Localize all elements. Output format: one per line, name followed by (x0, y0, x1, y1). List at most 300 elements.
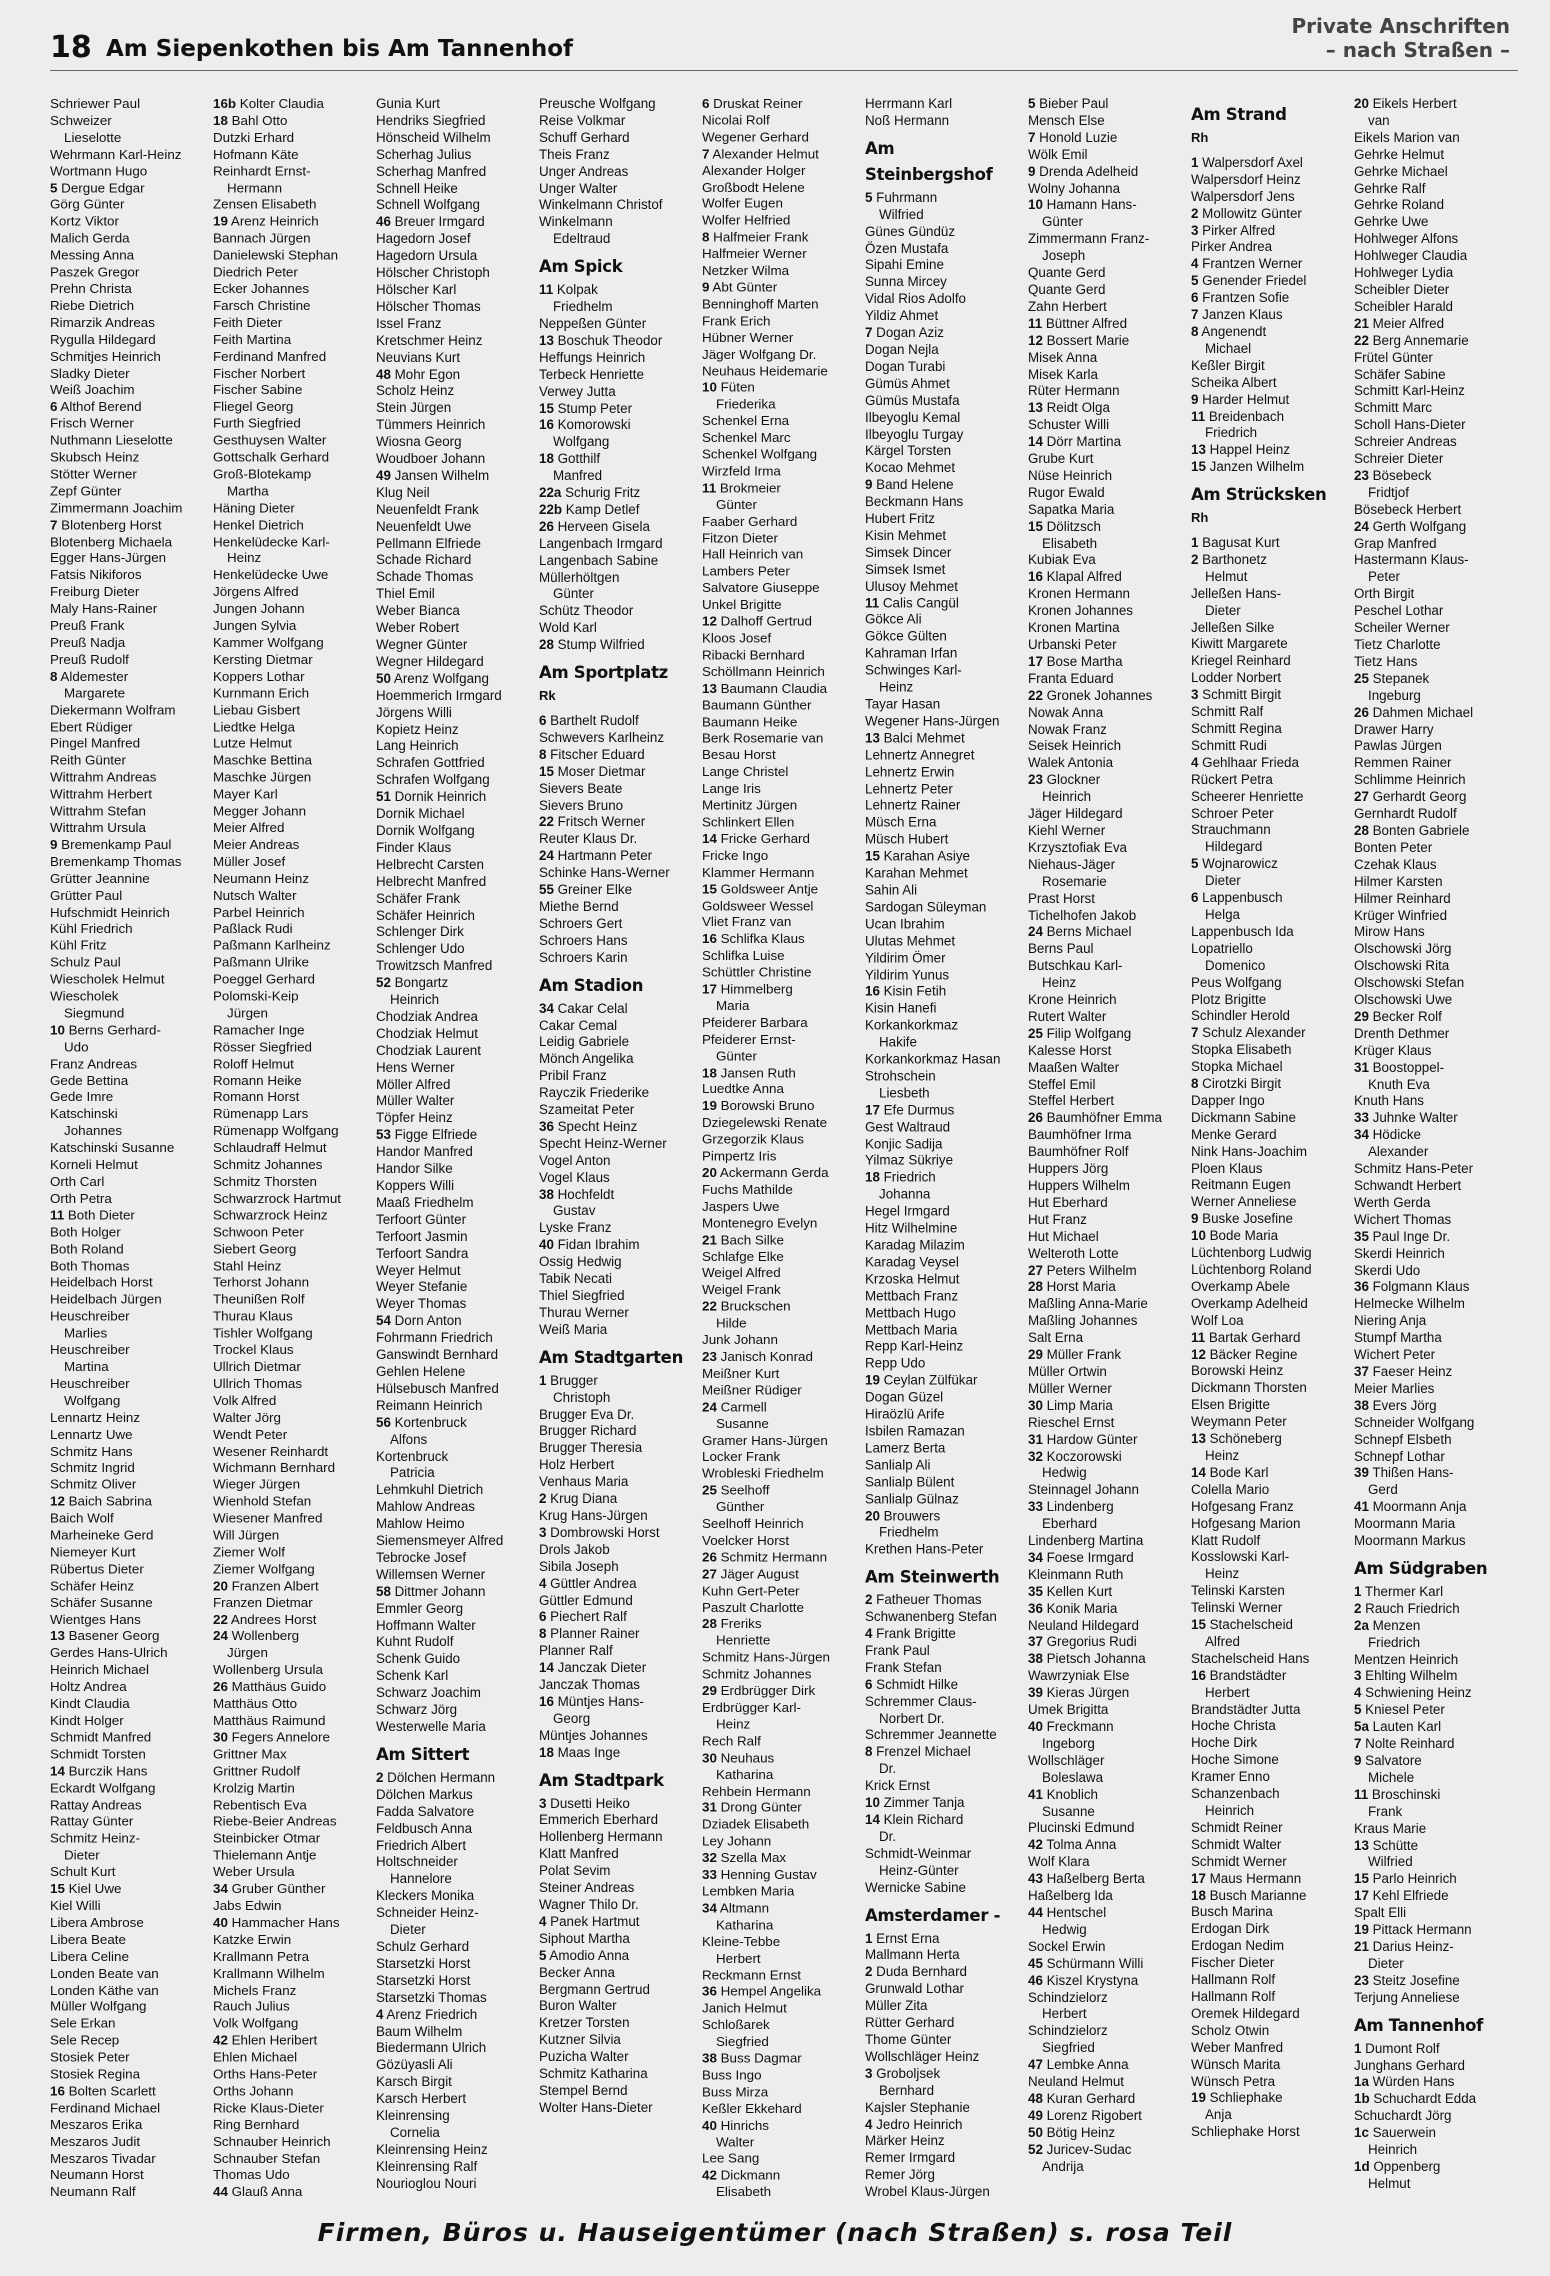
house-number: 42 (1028, 1837, 1043, 1853)
directory-entry: Steinnagel Johann (1028, 1482, 1139, 1498)
directory-entry: Schmidt-Weinmar (865, 1845, 972, 1861)
directory-entry: Schmitz Heinz- (50, 1830, 141, 1846)
directory-entry: 9 Abt Günter (702, 279, 778, 295)
directory-entry: Buss Mirza (702, 2084, 769, 2100)
directory-entry: Rattay Andreas (50, 1797, 142, 1812)
directory-entry: 34 Foese Irmgard (1028, 1549, 1134, 1565)
directory-entry: Ullrich Dietmar (213, 1359, 301, 1375)
directory-entry: Norbert Dr. (879, 1710, 945, 1726)
directory-entry: Müller Ortwin (1028, 1363, 1107, 1379)
house-number: 7 (50, 517, 58, 532)
directory-entry: Stachelscheid Hans (1191, 1650, 1310, 1666)
directory-entry: Steffel Emil (1028, 1076, 1096, 1092)
directory-entry: Meszaros Tivadar (50, 2150, 156, 2166)
directory-entry: Jelleßen Silke (1191, 619, 1275, 635)
directory-entry: 55 Greiner Elke (539, 882, 633, 898)
directory-entry: 31 Drong Günter (702, 1800, 802, 1816)
directory-entry: Friedrich (1368, 1634, 1421, 1650)
directory-entry: Rattay Günter (50, 1813, 134, 1829)
directory-entry: Gümüs Ahmet (865, 375, 950, 391)
directory-entry: 11 Calis Cangül (865, 595, 959, 611)
directory-entry: 35 Paul Inge Dr. (1354, 1228, 1451, 1244)
directory-entry: Janich Helmut (702, 2000, 787, 2016)
directory-entry: Helbrecht Carsten (376, 856, 484, 872)
directory-entry: 42 Tolma Anna (1028, 1837, 1117, 1853)
directory-entry: 54 Dorn Anton (376, 1313, 462, 1329)
directory-entry: Katzke Erwin (213, 1931, 292, 1947)
directory-entry: Wegner Hildegard (376, 653, 484, 669)
directory-entry: Hönscheid Wilhelm (376, 129, 491, 145)
house-number: 19 (1354, 1922, 1369, 1938)
directory-entry: Moormann Maria (1354, 1516, 1456, 1532)
directory-entry: 50 Bötig Heinz (1028, 2124, 1116, 2140)
directory-entry: Walek Antonia (1028, 755, 1114, 771)
directory-entry: Dieter (1368, 1955, 1404, 1971)
directory-entry: Schnepf Elsbeth (1354, 1431, 1452, 1447)
directory-entry: Zepf Günter (50, 483, 122, 499)
house-number: 26 (213, 1679, 228, 1695)
house-number: 14 (1028, 434, 1043, 450)
directory-entry: Dornik Wolfgang (376, 822, 475, 838)
directory-entry: Lindenberg Martina (1028, 1533, 1144, 1549)
directory-entry: Schmitt Rudi (1191, 737, 1267, 753)
directory-entry: Roloff Helmut (213, 1055, 294, 1071)
house-number: 49 (1028, 2107, 1043, 2123)
directory-entry: Schenkel Erna (702, 413, 790, 429)
directory-entry: Dieter (390, 1922, 426, 1938)
house-number: 48 (376, 366, 391, 382)
directory-entry: 27 Jäger August (702, 1566, 799, 1582)
directory-entry: Jürgen (227, 1645, 268, 1661)
directory-entry: Erdogan Dirk (1191, 1921, 1270, 1937)
house-number: 23 (1354, 467, 1369, 483)
directory-entry: Junghans Gerhard (1354, 2057, 1465, 2073)
directory-entry: Sockel Erwin (1028, 1938, 1106, 1954)
house-number: 32 (702, 1850, 717, 1866)
house-number: 32 (1028, 1448, 1043, 1464)
directory-entry: Hallmann Rolf (1191, 1972, 1276, 1988)
directory-entry: Wünsch Marita (1191, 2056, 1281, 2072)
directory-entry: Schmitz Hans-Jürgen (702, 1649, 831, 1665)
house-number: 15 (539, 400, 554, 416)
directory-entry: 17 Himmelberg (702, 981, 793, 997)
directory-entry: Ingeborg (1042, 1735, 1095, 1751)
directory-entry: Terjung Anneliese (1354, 1989, 1460, 2005)
directory-entry: Maschke Bettina (213, 752, 312, 768)
directory-entry: Winkelmann Christof (539, 197, 663, 213)
directory-entry: 12 Dalhoff Gertrud (702, 613, 812, 629)
directory-entry: Tishler Wolfgang (213, 1325, 313, 1341)
directory-entry: 33 Juhnke Walter (1354, 1110, 1458, 1126)
directory-entry: Reise Volkmar (539, 112, 626, 128)
directory-entry: Lang Heinrich (376, 738, 459, 754)
directory-entry: Krolzig Martin (213, 1780, 295, 1796)
directory-entry: 4 Jedro Heinrich (865, 2116, 963, 2132)
directory-entry: Szameitat Peter (539, 1102, 635, 1118)
district-code: Rh (1191, 130, 1209, 145)
directory-entry: Remmen Rainer (1354, 755, 1452, 771)
directory-entry: Schnauber Heinrich (213, 2133, 331, 2149)
house-number: 16 (865, 983, 880, 999)
directory-entry: 44 Glauß Anna (213, 2184, 303, 2200)
house-number: 17 (1028, 653, 1043, 669)
directory-entry: Venhaus Maria (539, 1474, 629, 1490)
directory-entry: Ilbeyoglu Kemal (865, 409, 961, 425)
directory-entry: Paszult Charlotte (702, 1599, 804, 1615)
directory-entry: Sievers Beate (539, 780, 623, 796)
directory-entry: 43 Haßelberg Berta (1028, 1871, 1145, 1887)
house-number: 11 (702, 480, 717, 496)
directory-entry: Herbert (1205, 1684, 1250, 1700)
directory-entry: Sele Erkan (50, 2015, 116, 2031)
directory-entry: Unkel Brigitte (702, 597, 782, 613)
directory-entry: Dieter (1205, 602, 1241, 618)
directory-entry: Halfmeier Werner (702, 246, 807, 262)
directory-entry: 10 Hamann Hans- (1028, 197, 1137, 213)
directory-entry: Ferdinand Manfred (213, 348, 327, 364)
directory-entry: Schwevers Karlheinz (539, 729, 665, 745)
directory-entry: 3 Dusetti Heiko (539, 1795, 630, 1811)
directory-entry: Neuland Hildegard (1028, 1617, 1139, 1633)
directory-column (539, 96, 702, 2196)
directory-entry: Sievers Bruno (539, 797, 624, 813)
directory-entry: Mirow Hans (1354, 924, 1425, 940)
directory-entry: Sanlialp Bülent (865, 1473, 955, 1489)
directory-entry: Rümenapp Lars (213, 1106, 309, 1122)
directory-entry: Ley Johann (702, 1833, 772, 1849)
directory-entry: Besau Horst (702, 747, 776, 763)
directory-entry: Bergmann Gertrud (539, 1981, 650, 1997)
directory-entry: Goldsweer Wessel (702, 898, 814, 913)
directory-entry: Wegner Günter (376, 637, 468, 652)
directory-entry: 16 Müntjes Hans- (539, 1693, 644, 1709)
directory-entry: Grap Manfred (1354, 535, 1437, 551)
directory-entry: Heinrich (1205, 1803, 1255, 1818)
directory-entry: Schindler Herold (1191, 1008, 1290, 1024)
directory-entry: 18 Jansen Ruth (702, 1065, 796, 1080)
directory-entry: Paßmann Ulrike (213, 954, 309, 970)
house-number: 16 (1028, 569, 1043, 585)
directory-entry: 13 Balci Mehmet (865, 730, 965, 746)
directory-entry: 16 Komorowski (539, 417, 631, 433)
directory-entry: Ucan Ibrahim (865, 916, 945, 932)
directory-entry: Ziemer Wolfgang (213, 1561, 315, 1577)
directory-entry: Thomas Udo (213, 2167, 290, 2183)
directory-entry: Kühl Fritz (50, 938, 107, 954)
directory-entry: 3 Dombrowski Horst (539, 1524, 660, 1540)
directory-entry: 19 Ceylan Zülfükar (865, 1372, 978, 1388)
house-number: 41 (1354, 1499, 1369, 1515)
directory-entry: Wittrahm Herbert (50, 786, 152, 802)
directory-entry: Schnell Heike (376, 180, 458, 196)
directory-entry: Wegener Hans-Jürgen (865, 713, 1000, 729)
directory-entry: Siegmund (64, 1005, 125, 1021)
directory-entry: Maaßen Walter (1028, 1059, 1120, 1075)
directory-entry: Terhorst Johann (213, 1274, 310, 1290)
house-number: 11 (1191, 408, 1206, 424)
house-number: 6 (539, 1609, 547, 1625)
directory-entry: Wollschläger Heinz (865, 2048, 980, 2064)
directory-entry: Holtz Andrea (50, 1679, 127, 1695)
directory-entry: Helga (1205, 906, 1240, 922)
directory-entry: 38 Evers Jörg (1354, 1397, 1437, 1413)
directory-entry: Wollenberg Ursula (213, 1662, 323, 1678)
directory-entry: Lange Christel (702, 764, 789, 780)
directory-entry: Oremek Hildegard (1191, 2005, 1300, 2021)
directory-entry: 48 Mohr Egon (376, 366, 461, 382)
directory-entry: Rygulla Hildegard (50, 331, 156, 347)
directory-entry: Preuß Nadja (50, 634, 126, 650)
directory-entry: Lyske Franz (539, 1220, 612, 1236)
directory-entry: Preusche Wolfgang (539, 96, 656, 111)
house-number: 1 (1191, 535, 1199, 551)
directory-entry: 2 Duda Bernhard (865, 1964, 967, 1980)
directory-entry: Friedrich Albert (376, 1837, 467, 1853)
directory-entry: 9 Bremenkamp Paul (50, 837, 172, 852)
directory-entry: Lehnertz Rainer (865, 798, 961, 814)
directory-entry: Schmitz Johannes (213, 1157, 323, 1172)
directory-entry: 15 Stump Peter (539, 400, 633, 416)
directory-entry: Rüter Hermann (1028, 383, 1120, 399)
house-number: 10 (50, 1022, 65, 1038)
directory-entry: Weyer Helmut (376, 1262, 461, 1278)
directory-entry: 19 Arenz Heinrich (213, 213, 319, 229)
directory-entry: Schmitz Thorsten (213, 1173, 317, 1189)
directory-entry: Lamerz Berta (865, 1440, 946, 1456)
directory-entry: Schäfer Heinz (50, 1578, 135, 1594)
directory-entry: Rauch Julius (213, 1999, 290, 2015)
directory-entry: Hülsebusch Manfred (376, 1380, 499, 1396)
house-number: 7 (702, 146, 710, 161)
directory-entry: Jörgens Alfred (213, 584, 299, 600)
directory-entry: Hofgesang Marion (1191, 1515, 1301, 1531)
directory-entry: 41 Knoblich (1028, 1786, 1098, 1802)
directory-entry: Volk Alfred (213, 1392, 277, 1408)
directory-entry: 1 Ernst Erna (865, 1930, 940, 1946)
directory-entry: 9 Harder Helmut (1191, 391, 1290, 407)
directory-entry: 15 Dölitzsch (1028, 518, 1101, 534)
directory-entry: 13 Schütte (1354, 1837, 1419, 1853)
directory-entry: Trowitzsch Manfred (376, 958, 493, 974)
directory-entry: Hufschmidt Heinrich (50, 904, 170, 920)
directory-entry: Liebau Gisbert (213, 702, 301, 718)
street-heading: Am Strücksken (1191, 485, 1327, 505)
directory-entry: Romann Heike (213, 1072, 302, 1088)
house-number: 14 (702, 831, 717, 846)
directory-entry: Tietz Hans (1354, 653, 1418, 669)
directory-entry: Neumann Heinz (213, 870, 310, 886)
house-number: 29 (1354, 1008, 1369, 1024)
directory-entry: Hens Werner (376, 1059, 455, 1075)
directory-entry: Kahraman Irfan (865, 646, 958, 661)
directory-entry: Günter (716, 497, 757, 512)
directory-entry: Niemeyer Kurt (50, 1544, 136, 1560)
directory-entry: 26 Schmitz Hermann (702, 1549, 828, 1565)
directory-entry: Thiel Siegfried (539, 1288, 625, 1303)
directory-entry: Winkelmann (539, 214, 613, 230)
directory-entry: Keßler Birgit (1191, 357, 1265, 373)
directory-entry: Messing Anna (50, 247, 135, 263)
directory-entry: Reitmann Eugen (1191, 1177, 1291, 1193)
house-number: 20 (865, 1507, 880, 1523)
directory-entry: 5 Dergue Edgar (50, 180, 145, 196)
directory-entry: Yilmaz Sükriye (865, 1152, 954, 1168)
directory-entry: Frank (1368, 1803, 1403, 1819)
house-number: 39 (1028, 1685, 1043, 1701)
house-number: 13 (50, 1628, 65, 1644)
house-number: 19 (1191, 2090, 1206, 2106)
directory-entry: Biedermann Ulrich (376, 2040, 487, 2056)
directory-entry: 40 Fidan Ibrahim (539, 1237, 640, 1253)
directory-entry: Romann Horst (213, 1089, 300, 1105)
directory-entry: Yildirim Yunus (865, 967, 950, 983)
house-number: 33 (1028, 1499, 1043, 1515)
directory-entry: Maly Hans-Rainer (50, 601, 158, 617)
directory-entry: Helbrecht Manfred (376, 873, 487, 889)
house-number: 17 (865, 1102, 880, 1118)
directory-entry: Schrafen Gottfried (376, 755, 485, 771)
house-number: 26 (539, 518, 554, 534)
directory-entry: 5 Kniesel Peter (1354, 1702, 1445, 1718)
directory-entry: Heuschreiber (50, 1375, 130, 1391)
directory-entry: Katharina (716, 1917, 774, 1933)
directory-entry: Friedhelm (879, 1524, 939, 1540)
directory-entry: Rübertus Dieter (50, 1561, 144, 1577)
house-number: 24 (213, 1628, 228, 1644)
house-number: 5 (539, 1947, 547, 1963)
directory-entry: Schmidt Reiner (1191, 1819, 1283, 1835)
directory-entry: Ingeburg (1368, 687, 1421, 703)
directory-entry: Both Thomas (50, 1258, 130, 1274)
house-number: 34 (1354, 1127, 1369, 1143)
directory-entry: Thiel Emil (376, 586, 435, 602)
house-number: 58 (376, 1583, 391, 1599)
directory-entry: Schenk Guido (376, 1651, 461, 1667)
directory-entry: Stosiek Peter (50, 2049, 130, 2065)
directory-entry: Misek Anna (1028, 349, 1098, 365)
house-number: 19 (865, 1372, 880, 1388)
directory-entry: Wichmann Bernhard (213, 1460, 336, 1476)
directory-entry: Müller Wolfgang (50, 1999, 147, 2015)
directory-entry: 9 Buske Josefine (1191, 1211, 1293, 1227)
house-number: 9 (1191, 391, 1199, 407)
directory-entry: 27 Gerhardt Georg (1354, 789, 1467, 805)
directory-entry: 24 Hartmann Peter (539, 848, 653, 864)
directory-entry: Holz Herbert (539, 1457, 615, 1473)
house-number: 6 (1191, 890, 1199, 906)
directory-entry: Egger Hans-Jürgen (50, 550, 167, 566)
directory-entry: Danielewski Stephan (213, 247, 339, 263)
house-number: 9 (1191, 1211, 1199, 1227)
directory-entry: 4 Frank Brigitte (865, 1626, 956, 1642)
directory-entry: 2 Rauch Friedrich (1354, 1600, 1460, 1616)
house-number: 5 (1028, 96, 1036, 111)
directory-entry: Krick Ernst (865, 1778, 930, 1794)
directory-entry: 18 Bahl Otto (213, 112, 288, 128)
street-heading: Am Steinbergshof (865, 138, 993, 184)
directory-entry: Weber Manfred (1191, 2039, 1284, 2055)
house-number: 34 (539, 1000, 554, 1016)
directory-entry: Grunwald Lothar (865, 1981, 964, 1997)
directory-entry: 12 Bäcker Regine (1191, 1346, 1298, 1362)
directory-entry: 34 Cakar Celal (539, 1000, 628, 1016)
directory-entry: 4 Schwiening Heinz (1354, 1685, 1472, 1701)
directory-entry: Mayer Karl (213, 786, 278, 802)
directory-column (376, 96, 539, 2196)
directory-entry: Wittrahm Ursula (50, 820, 146, 836)
directory-entry: Dziadek Elisabeth (702, 1816, 810, 1832)
house-number: 10 (865, 1795, 880, 1811)
directory-entry: 27 Peters Wilhelm (1028, 1262, 1137, 1278)
directory-entry: Kronen Martina (1028, 620, 1120, 636)
header-rule (50, 70, 1518, 71)
directory-entry: Wolfer Eugen (702, 196, 783, 212)
directory-entry: Jungen Sylvia (213, 618, 297, 634)
directory-entry: 28 Horst Maria (1028, 1279, 1116, 1295)
directory-entry: 29 Erdbrügger Dirk (702, 1683, 816, 1699)
directory-entry: 16 Kisin Fetih (865, 983, 947, 999)
directory-entry: Groß-Blotekamp (213, 466, 312, 482)
directory-entry: Spalt Elli (1354, 1905, 1407, 1921)
directory-entry: 21 Darius Heinz- (1354, 1938, 1454, 1954)
house-number: 28 (702, 1616, 717, 1632)
directory-entry: 28 Stump Wilfried (539, 637, 645, 653)
directory-entry: Fischer Dieter (1191, 1955, 1275, 1971)
directory-entry: Märker Heinz (865, 2133, 945, 2149)
directory-entry: Brandstädter Jutta (1191, 1701, 1301, 1717)
directory-entry: Heidelbach Horst (50, 1274, 153, 1290)
directory-entry: 22 Berg Annemarie (1354, 332, 1469, 348)
house-number: 17 (1354, 1888, 1369, 1904)
house-number: 45 (1028, 1955, 1043, 1971)
directory-entry: Ganswindt Bernhard (376, 1347, 499, 1363)
house-number: 9 (1028, 163, 1036, 179)
directory-entry: Parbel Heinrich (213, 904, 305, 920)
directory-entry: Jäger Wolfgang Dr. (702, 346, 817, 362)
house-number: 40 (213, 1914, 228, 1930)
directory-entry: Heinz (716, 1716, 751, 1732)
directory-entry: 2a Menzen (1354, 1617, 1421, 1633)
directory-entry: Wehrmann Karl-Heinz (50, 146, 182, 162)
directory-entry: 51 Dornik Heinrich (376, 789, 487, 805)
directory-entry: Dapper Ingo (1191, 1092, 1265, 1108)
directory-entry: Czehak Klaus (1354, 856, 1437, 872)
directory-entry: 15 Moser Dietmar (539, 763, 646, 779)
directory-entry: Bonten Peter (1354, 839, 1433, 855)
directory-entry: Steinbicker Otmar (213, 1830, 321, 1846)
house-number: 4 (1191, 754, 1199, 770)
directory-entry: 16b Kolter Claudia (213, 96, 324, 111)
directory-entry: Nutsch Walter (213, 887, 297, 903)
house-number: 27 (1028, 1262, 1043, 1278)
directory-entry: Langenbach Sabine (539, 552, 659, 568)
directory-entry: 11 Both Dieter (50, 1207, 135, 1223)
directory-entry: 38 Buss Dagmar (702, 2050, 802, 2066)
directory-entry: Kuhnt Rudolf (376, 1634, 454, 1650)
directory-entry: Domenico (1205, 957, 1266, 973)
directory-entry: Krallmann Wilhelm (213, 1965, 325, 1981)
directory-entry: 2 Barthonetz (1191, 551, 1267, 567)
directory-entry: Müsch Hubert (865, 831, 949, 847)
directory-entry: Stopka Michael (1191, 1059, 1283, 1075)
house-number: 13 (539, 332, 554, 348)
directory-entry: Starsetzki Horst (376, 1972, 471, 1988)
house-number: 33 (702, 1867, 717, 1882)
directory-entry: Montenegro Evelyn (702, 1215, 818, 1231)
directory-entry: Neuenfeldt Frank (376, 501, 479, 517)
directory-entry: Netzker Wilma (702, 263, 790, 278)
directory-entry: Meszaros Erika (50, 2117, 143, 2132)
